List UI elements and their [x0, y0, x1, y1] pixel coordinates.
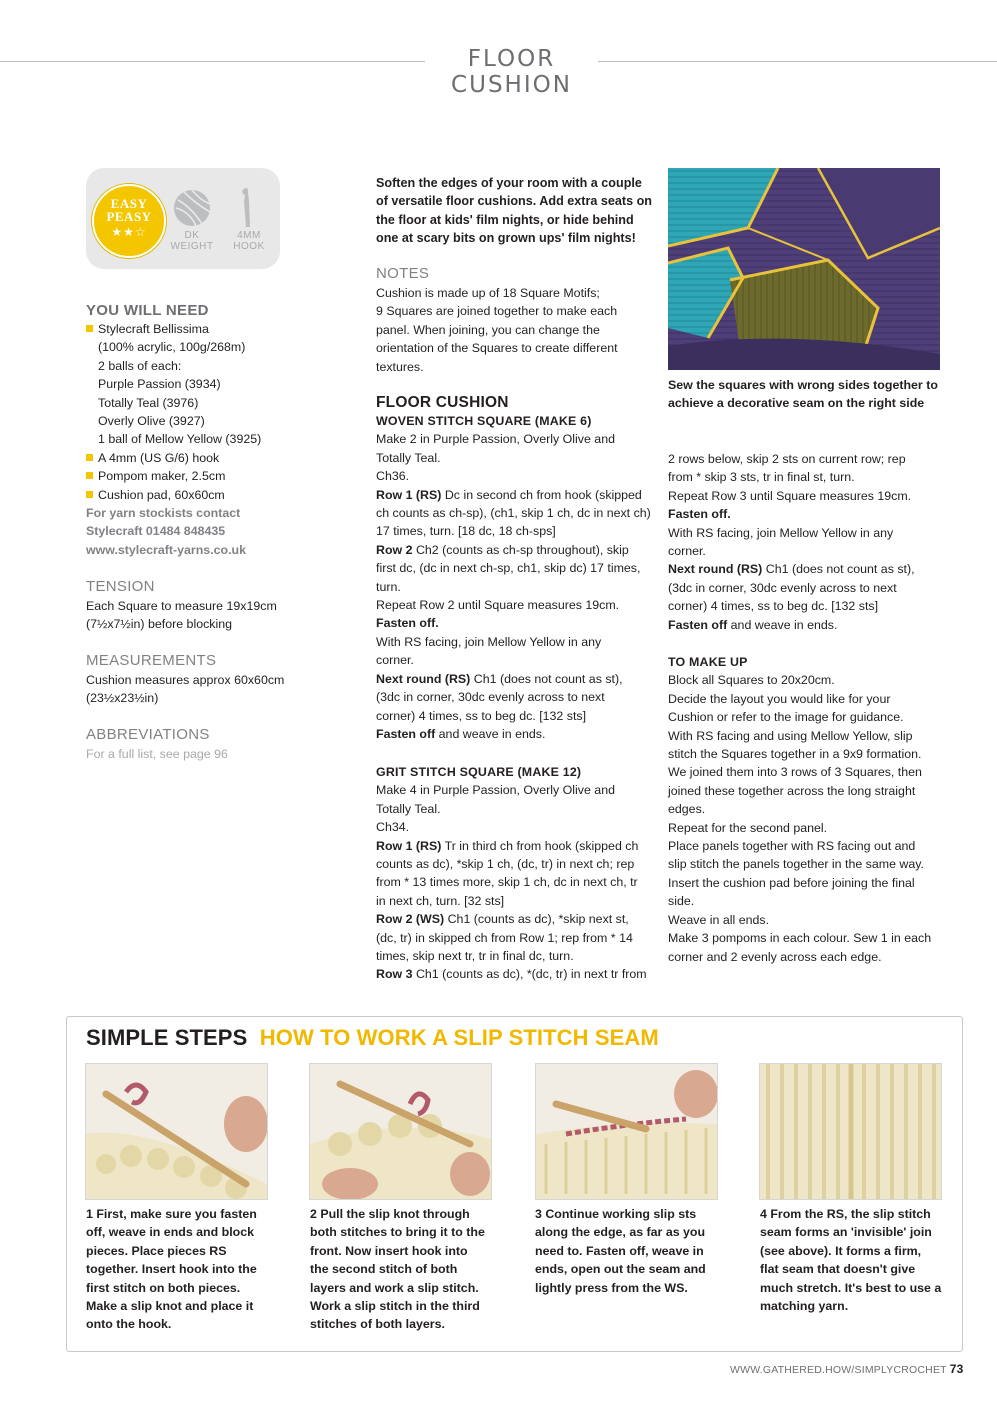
yarn-ball-icon	[172, 188, 212, 228]
page-number: 73	[949, 1362, 964, 1376]
footer-url[interactable]: WWW.GATHERED.HOW/SIMPLYCROCHET	[730, 1364, 947, 1376]
materials-list: Stylecraft Bellissima (100% acrylic, 100g/268m) 2 balls of each: Purple Passion (3934) Totally Teal (3976) Overly Olive (3927) 1 ball of Mellow Yellow (3925) A 4mm (US G/6) hook Pompom maker, 2.5cm Cushion pad, 60x60cm For yarn stockists contact Stylecraft 01484 848435 www.stylecraft-yarns.co.uk	[86, 320, 356, 559]
weight-label: DK WEIGHT	[170, 230, 214, 252]
pattern-heading: FLOOR CUSHION	[376, 394, 509, 411]
woven-heading: WOVEN STITCH SQUARE (MAKE 6)	[376, 414, 592, 428]
hook-size-label: 4MM HOOK	[233, 230, 265, 252]
simple-steps-title: SIMPLE STEPS HOW TO WORK A SLIP STITCH SEAM	[86, 1025, 659, 1050]
make-up-heading: TO MAKE UP	[668, 655, 748, 669]
photo-caption: Sew the squares with wrong sides together to achieve a decorative seam on the right side	[668, 378, 938, 411]
page-footer	[730, 1362, 963, 1376]
step-2-photo	[309, 1063, 492, 1200]
grit-square-instructions: GRIT STITCH SQUARE (MAKE 12) Make 4 in Purple Passion, Overly Olive and Totally Teal. Ch34. Row 1 (RS) Tr in third ch from hook (skipped ch counts as dc), *skip 1 ch, (dc, tr) in next ch; rep from * 13 times more, skip 1 ch, dc in next ch, tr in next ch, turn. [32 sts] Row 2 (WS) Ch1 (counts as dc), *skip next st, (dc, tr) in skipped ch from Row 1; rep from * 14 times, skip next tr, tr in final dc, turn. Row 3 Ch1 (counts as dc), *(dc, tr) in next tr from	[376, 763, 666, 984]
notes-text: Cushion is made up of 18 Square Motifs; 9 Squares are joined together to make each panel. When joining, you can change the orientation of the Squares to create different textures.	[376, 286, 618, 374]
stockist-url: www.stylecraft-yarns.co.uk	[86, 542, 246, 557]
step-2-text: 2 Pull the slip knot through both stitches to bring it to the front. Now insert hook into the second stitch of both layers and work a slip stitch. Work a slip stitch in the third stitches of both layers.	[310, 1207, 485, 1332]
measurements-text: Cushion measures approx 60x60cm (23½x23½in)	[86, 673, 285, 706]
step-3-text: 3 Continue working slip sts along the edge, as far as you need to. Fasten off, weave in ends, open out the seam and lightly press from the WS.	[535, 1207, 706, 1295]
page-title: FLOOR CUSHION	[451, 46, 572, 98]
header-rule-right	[598, 61, 997, 62]
step-3-photo	[535, 1063, 718, 1200]
step-1-photo	[85, 1063, 268, 1200]
materials-item: A 4mm (US G/6) hook	[86, 449, 356, 467]
materials-item: Pompom maker, 2.5cm	[86, 467, 356, 485]
woven-square-instructions: WOVEN STITCH SQUARE (MAKE 6) Make 2 in Purple Passion, Overly Olive and Totally Teal. Ch36. Row 1 (RS) Dc in second ch from hook (skipped ch counts as ch-sp), (ch1, skip 1 ch, dc in next ch) 17 times, turn. [18 dc, 18 ch-sps] Row 2 Ch2 (counts as ch-sp throughout), skip first dc, (dc in next ch-sp, ch1, skip dc) 17 times, turn. Repeat Row 2 until Square measures 19cm. Fasten off. With RS facing, join Mellow Yellow in any corner. Next round (RS) Ch1 (does not count as st), (3dc in corner, 30dc evenly across to next corner) 4 times, ss to beg dc. [132 sts] Fasten off and weave in ends.	[376, 412, 666, 743]
abbreviations-heading: ABBREVIATIONS	[86, 726, 210, 743]
grit-heading: GRIT STITCH SQUARE (MAKE 12)	[376, 765, 582, 779]
intro-paragraph: Soften the edges of your room with a couple of versatile floor cushions. Add extra seats on the floor at kids' film nights, or hide behind one at scary bits on grown ups' film nights!	[376, 176, 652, 245]
materials-item: Stylecraft Bellissima	[86, 320, 356, 338]
abbreviations-text: For a full list, see page 96	[86, 747, 228, 761]
materials-item: Cushion pad, 60x60cm	[86, 486, 356, 504]
step-1-text: 1 First, make sure you fasten off, weave in ends and block pieces. Place pieces RS together. Insert hook into the first stitch on both pieces. Make a slip knot and place it onto the hook.	[86, 1207, 257, 1332]
step-4-photo	[759, 1063, 942, 1200]
difficulty-label: EASY PEASY	[106, 196, 152, 224]
measurements-heading: MEASUREMENTS	[86, 652, 217, 669]
step-4-text: 4 From the RS, the slip stitch seam forms an 'invisible' join (see above). It forms a firm, flat seam that doesn't give much stretch. It's best to use a matching yarn.	[760, 1207, 942, 1314]
make-up-instructions: TO MAKE UP Block all Squares to 20x20cm. Decide the layout you would like for your Cushion or refer to the image for guidance. With RS facing and using Mellow Yellow, slip stitch the Squares together in a 9x9 formation. We joined them into 3 rows of 3 Squares, then joined these together across the long straight edges. Repeat for the second panel. Place panels together with RS facing out and slip stitch the panels together in the same way. Insert the cushion pad before joining the final side. Weave in all ends. Make 3 pompoms in each colour. Sew 1 in each corner and 2 evenly across each edge.	[668, 653, 958, 966]
cushion-photo	[668, 168, 940, 370]
you-will-need-heading: YOU WILL NEED	[86, 302, 209, 319]
crochet-hook-icon	[232, 184, 262, 232]
notes-heading: NOTES	[376, 265, 430, 282]
header-rule-left	[0, 61, 425, 62]
difficulty-stars: ★★☆	[111, 225, 147, 239]
grit-square-continued: 2 rows below, skip 2 sts on current row; rep from * skip 3 sts, tr in final st, turn. Repeat Row 3 until Square measures 19cm. Fasten off. With RS facing, join Mellow Yellow in any corner. Next round (RS) Ch1 (does not count as st), (3dc in corner, 30dc evenly across to next corner) 4 times, ss to beg dc. [132 sts] Fasten off and weave in ends.	[668, 452, 915, 632]
tension-heading: TENSION	[86, 578, 155, 595]
tension-text: Each Square to measure 19x19cm (7½x7½in) before blocking	[86, 599, 277, 632]
